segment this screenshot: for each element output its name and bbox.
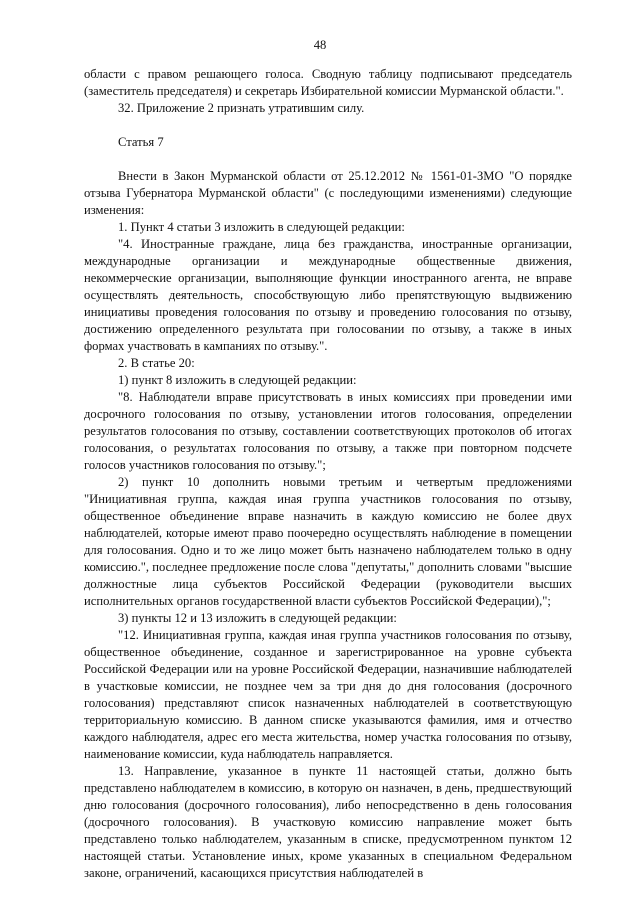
paragraph-quote-12: "12. Инициативная группа, каждая иная группа участников голосования по отзыву, общественное объединение, созданное и зарегистрированное на уровне субъекта Российской Федерации или на уровне Российской Федерации, назначившие наблюдателей в участковые комиссии, не позднее чем за три дня до дня голосования (досрочного голосования) представляют список назначенных наблюдателей в соответствующую территориальную комиссию. В данном списке указываются фамилия, имя и отчество каждого наблюдателя, адрес его места жительства, номер участка голосования по отзыву, наименование комиссии, куда наблюдатель направляется. [84, 628, 572, 761]
article-heading: Статья 7 [118, 135, 164, 149]
paragraph-subpoint-3: 3) пункты 12 и 13 изложить в следующей редакции: [118, 611, 397, 625]
paragraph-13: 13. Направление, указанное в пункте 11 настоящей статьи, должно быть представлено наблюдателем в комиссию, в которую он назначен, в день, предшествующий дню голосования (досрочного голосования), либо непосредственно в день голосования (досрочного голосования). В участковую комиссию направление может быть представлено только наблюдателем, указанным в списке, предусмотренном пунктом 12 настоящей статьи. Установление иных, кроме указанных в специальном Федеральном законе, ограничений, касающихся присутствия наблюдателей в [84, 764, 572, 880]
paragraph-point-1: 1. Пункт 4 статьи 3 изложить в следующей редакции: [118, 220, 405, 234]
paragraph-continuation: области с правом решающего голоса. Сводную таблицу подписывают председатель (заместитель председателя) и секретарь Избирательной комиссии Мурманской области.". [84, 67, 572, 98]
paragraph-quote-8: "8. Наблюдатели вправе присутствовать в иных комиссиях при проведении ими досрочного голосования по отзыву, установлении итогов голосования, определении результатов голосования по отзыву, составлении соответствующих протоколов об итогах голосования, о результатах голосования по отзыву, а также при повторном подсчете голосов участников голосования по отзыву."; [84, 390, 572, 472]
page-number: 48 [313, 38, 327, 52]
paragraph-intro: Внести в Закон Мурманской области от 25.12.2012 № 1561-01-ЗМО "О порядке отзыва Губернатора Мурманской области" (с последующими изменениями) следующие изменения: [84, 169, 572, 217]
paragraph-subpoint-2: 2) пункт 10 дополнить новыми третьим и четвертым предложениями "Инициативная группа, каждая иная группа участников голосования по отзыву, общественное объединение вправе назначить в каждую комиссию не более двух наблюдателей, которые имеют право поочередно осуществлять наблюдение в помещении для голосования. Одно и то же лицо может быть назначено наблюдателем только в одну комиссию.", последнее предложение после слова "депутаты," дополнить словами "высшие должностные лица субъектов Российской Федерации (руководители высших исполнительных органов государственной власти субъектов Российской Федерации),"; [84, 475, 572, 608]
paragraph-item-32: 32. Приложение 2 признать утратившим силу. [118, 101, 365, 115]
paragraph-quote-4: "4. Иностранные граждане, лица без гражданства, иностранные организации, международные организации и международные общественные движения, некоммерческие организации, выполняющие функции иностранного агента, не вправе осуществлять деятельность, способствующую либо препятствующую выдвижению инициативы проведения голосования по отзыву и проведению голосования по отзыву, достижению определенного результата при голосовании по отзыву, а также в иных формах участвовать в кампаниях по отзыву.". [84, 237, 572, 353]
document-body [84, 66, 572, 882]
paragraph-subpoint-1: 1) пункт 8 изложить в следующей редакции: [118, 373, 357, 387]
paragraph-point-2: 2. В статье 20: [118, 356, 195, 370]
